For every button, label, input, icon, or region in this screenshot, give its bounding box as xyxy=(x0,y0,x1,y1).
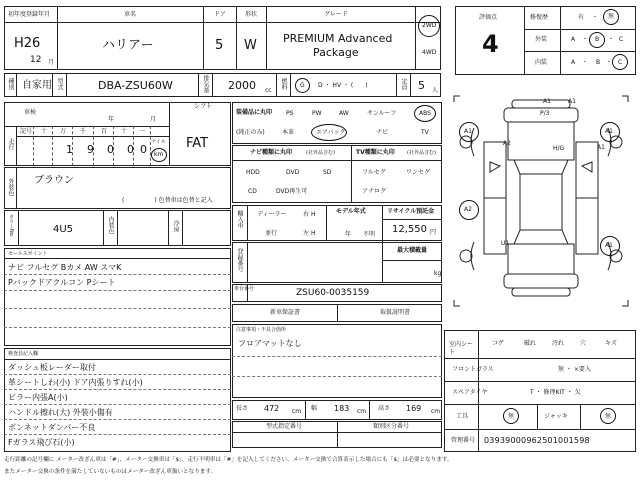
notes-label: 注意事項・不具合箇所 xyxy=(236,327,287,333)
shape: W xyxy=(244,38,257,53)
spare-tire-value: T ・ 修理KIT ・ 欠 xyxy=(530,389,581,396)
color-change-note: ( ) 色替車は色替と記入 xyxy=(122,197,213,204)
damage-mark: U1 xyxy=(501,240,510,247)
import-dealer: ディーラー xyxy=(257,211,287,218)
mile-unit: マイル xyxy=(151,139,166,145)
notes-box xyxy=(232,324,442,398)
inspector-line-1: 革シートしわ(小) ドア内張りすれ(小) xyxy=(8,378,143,387)
sales-points-label: セールスポイント xyxy=(8,251,48,257)
equip-abs: ABS xyxy=(419,110,431,117)
recycle-yen: 円 xyxy=(430,229,437,236)
record-label: 記号 xyxy=(20,128,33,135)
doors-label: ドア xyxy=(214,11,226,18)
reg-no-label: 登録番号 xyxy=(236,248,243,272)
doors: 5 xyxy=(215,38,224,53)
equip-tv: TV xyxy=(421,129,429,136)
navi-hdd: HDD xyxy=(246,169,260,176)
repair-yes: 有 xyxy=(578,14,585,21)
recycle-fee-label: リサイクル預託金 xyxy=(387,208,435,215)
shape-label: 形状 xyxy=(245,11,258,18)
seat-item-scratch: キズ xyxy=(605,340,617,347)
spare-tire-label: スペアタイヤ xyxy=(452,389,488,396)
tools-label: 工具 xyxy=(456,413,469,420)
damage-mark: A1 xyxy=(597,144,605,151)
damage-mark: H/G xyxy=(553,145,565,152)
navi-dvd-play: DVD再生可 xyxy=(276,188,308,195)
first-reg-label: 初年度登録年月 xyxy=(8,11,51,18)
inspector-label: 検査員記入欄 xyxy=(8,351,39,357)
navi-sub: (社外品含む) xyxy=(306,150,335,156)
import-parallel: 並行 xyxy=(265,230,278,237)
inspection-year-unit: 年 xyxy=(108,116,115,123)
inspector-line-4: ボンネットダンパー不良 xyxy=(8,423,96,432)
chassis-label: 車台番号 xyxy=(234,286,255,292)
exterior-a: A xyxy=(571,36,576,43)
height-cm: cm xyxy=(431,408,441,415)
displacement-label: 排気量 xyxy=(202,75,209,93)
equip-ps: PS xyxy=(286,110,294,117)
mileage-box xyxy=(4,102,231,166)
max-load-label: 最大積載量 xyxy=(397,247,428,254)
footer-line-1: 走行距離の記号欄に メーター改ざん車は「#」、メーター交換車は「$」、走行不明車は「#」を記入してください。メーター交換で合算表示した場合にも「$」は必要となります。 xyxy=(4,457,453,463)
seat-item-tear: 破れ xyxy=(524,340,537,347)
width-value: 183 xyxy=(334,404,350,413)
car-name: ハリアー xyxy=(102,38,154,53)
front-glass-value: 無 ・ ×要入 xyxy=(558,366,591,373)
model-year-value: 年 不明 xyxy=(345,231,376,238)
kind-label: 種別 xyxy=(7,78,14,90)
fuel-options: D ・ HV ・ ( ) xyxy=(318,82,368,89)
equip-aw: AW xyxy=(339,110,349,117)
fuel-label: 燃料 xyxy=(280,78,287,90)
digit-1: 9 xyxy=(87,143,94,156)
seat-item-hole: 穴 xyxy=(580,340,587,347)
front-glass-label: フロントガラス xyxy=(452,366,494,373)
damage-mark: A1 xyxy=(464,128,472,135)
tv-fullseg: フルセグ xyxy=(362,169,386,176)
recycle-fee-value: 12,550 xyxy=(392,224,427,235)
interior-a: A xyxy=(571,59,576,66)
inspector-line-5: Fガラス飛び石(小) xyxy=(8,438,75,447)
mgmt-label: 管理番号 xyxy=(451,437,476,444)
grade-line2: Package xyxy=(313,46,359,59)
navi-cd: CD xyxy=(248,188,257,195)
import-label: 輸入車 xyxy=(236,210,243,228)
cooling-label: 冷房 xyxy=(172,220,179,232)
damage-mark: A2 xyxy=(503,140,511,147)
import-handle-r: H xyxy=(311,211,316,218)
sales-line-0: ナビ フルセグ Bカメ AW スマK xyxy=(8,263,122,272)
tv-oneseg: ワンセグ xyxy=(406,169,431,176)
inspection-label: 車検 xyxy=(24,109,37,116)
digit-h-1: 万 xyxy=(60,128,67,135)
inspection-month-unit: 月 xyxy=(150,116,157,123)
fuel-selected: G xyxy=(300,82,305,89)
month-unit: 月 xyxy=(48,59,55,66)
digit-h-5: 一 xyxy=(139,128,146,135)
digit-h-0: 十 xyxy=(41,128,48,135)
seat-item-burn: コゲ xyxy=(492,340,505,347)
tv-analog: アナログ xyxy=(362,188,387,195)
interior-sep-2: ・ xyxy=(606,59,613,66)
digit-h-4: 十 xyxy=(121,128,128,135)
jack-label: ジャッキ xyxy=(544,413,568,420)
import-handle-l: H xyxy=(311,230,316,237)
length-cm: cm xyxy=(292,408,302,415)
interior-b: B xyxy=(596,59,601,66)
capacity-unit: 人 xyxy=(432,87,439,94)
exterior-color-value: ブラウン xyxy=(34,175,74,186)
equip-sunroof: サンルーフ xyxy=(367,110,397,117)
navi-dvd: DVD xyxy=(286,169,300,176)
mileage-label: 走行 xyxy=(7,138,14,150)
chassis-no: ZSU60-0035159 xyxy=(296,288,370,298)
exterior-label: 外装 xyxy=(535,36,548,43)
model-value: DBA-ZSU60W xyxy=(98,79,173,92)
damage-mark: P/3 xyxy=(540,110,550,117)
inspector-line-0: ダッシュ板レーダー取付 xyxy=(8,363,96,372)
color-no-value: 4U5 xyxy=(53,224,74,235)
new-car-warranty: 新車保証書 xyxy=(270,309,301,316)
repair-label: 修復歴 xyxy=(530,14,549,21)
exterior-sep-2: ・ xyxy=(608,36,615,43)
digit-h-2: 千 xyxy=(80,128,87,135)
exterior-b: B xyxy=(595,36,600,43)
seat-item-stain: 汚れ xyxy=(552,340,565,347)
sales-line-1: Pバックドアクルコン Pシート xyxy=(8,278,116,287)
width-label: 幅 xyxy=(311,405,318,412)
damage-mark: A1 xyxy=(568,98,576,105)
color-no-label: カラーNo. xyxy=(8,214,14,238)
digit-h-3: 百 xyxy=(101,128,108,135)
model-year-label: モデル年式 xyxy=(336,208,366,215)
length-value: 472 xyxy=(264,404,280,413)
equip-leather: 本革 xyxy=(282,129,295,136)
digit-3: 0 xyxy=(127,143,134,156)
interior-c: C xyxy=(618,59,623,66)
capacity-value: 5 xyxy=(418,79,425,92)
damage-mark: A2 xyxy=(464,206,472,213)
interior-label: 内装 xyxy=(535,59,548,66)
tv-sub: (社外品含む) xyxy=(407,150,436,156)
model-label: 型式 xyxy=(56,78,63,90)
width-cm: cm xyxy=(357,408,367,415)
mgmt-no: 03939000962501001598 xyxy=(484,436,590,445)
km-unit: km xyxy=(154,151,164,158)
navi-title: ナビ種類に丸印 xyxy=(250,149,293,156)
equip-pw: PW xyxy=(312,110,322,117)
first-reg-year: H26 xyxy=(14,36,41,51)
drive-2wd: 2WD xyxy=(422,22,437,29)
notes-text: フロアマットなし xyxy=(238,339,302,348)
import-right: 右 xyxy=(303,211,310,218)
exterior-sep-1: ・ xyxy=(582,36,589,43)
damage-mark: A1 xyxy=(605,128,613,135)
interior-color-label: 内装色 xyxy=(107,216,114,234)
interior-seat-label: 室内シート xyxy=(449,341,474,356)
inspector-line-3: ハンドル擦れ(大) 外装小傷有 xyxy=(8,408,113,417)
import-left: 左 xyxy=(303,230,310,237)
displacement-value: 2000 xyxy=(228,79,256,92)
car-name-label: 車名 xyxy=(124,11,137,18)
drive-4wd: 4WD xyxy=(422,49,437,56)
model-no-label: 型式指定番号 xyxy=(266,423,303,430)
max-load-kg: kg xyxy=(434,270,442,277)
exterior-color-label: 外装色 xyxy=(7,178,14,196)
equipment-subtitle: (純正のみ) xyxy=(236,129,265,136)
inspector-line-2: ピラー内張A(小) xyxy=(8,393,68,402)
jack-value: 無 xyxy=(605,413,612,420)
repair-sep: ・ xyxy=(592,14,599,21)
damage-mark: A1 xyxy=(605,242,613,249)
score-value: 4 xyxy=(482,30,499,58)
shift-label: シフト xyxy=(194,103,213,110)
height-value: 169 xyxy=(406,404,422,413)
digit-4: 0 xyxy=(140,143,147,156)
equip-navi: ナビ xyxy=(376,129,389,136)
footer-line-2: またメーター交換の条件を満たしていないものはメーター改ざん車扱いとなります。 xyxy=(4,469,217,475)
exterior-c: C xyxy=(619,36,624,43)
grade-line1: PREMIUM Advanced xyxy=(283,32,393,45)
score-label: 評価点 xyxy=(479,14,498,21)
model-row xyxy=(4,73,441,97)
kind-value: 自家用 xyxy=(22,80,52,91)
tv-title: TV種類に丸印 xyxy=(356,149,395,156)
damage-mark: A1 xyxy=(543,98,551,105)
grade-label: グレード xyxy=(324,11,349,18)
digit-2: 0 xyxy=(107,143,114,156)
capacity-label: 定員 xyxy=(400,78,407,90)
equipment-title: 装備品に丸印 xyxy=(236,109,273,116)
interior-sep-1: ・ xyxy=(582,59,589,66)
first-reg-month: 12 xyxy=(30,55,42,65)
tools-value: 無 xyxy=(508,413,515,420)
class-no-label: 類別区分番号 xyxy=(373,423,410,430)
length-label: 長さ xyxy=(236,405,249,412)
displacement-unit: cc xyxy=(265,87,272,94)
height-label: 高さ xyxy=(378,405,391,412)
navi-sd: SD xyxy=(323,169,332,176)
equip-airbag: エアバック xyxy=(316,129,346,136)
digit-0: 1 xyxy=(66,143,73,156)
manual: 取扱説明書 xyxy=(380,309,411,316)
shift-value: FAT xyxy=(186,136,209,151)
repair-no: 無 xyxy=(608,13,615,20)
